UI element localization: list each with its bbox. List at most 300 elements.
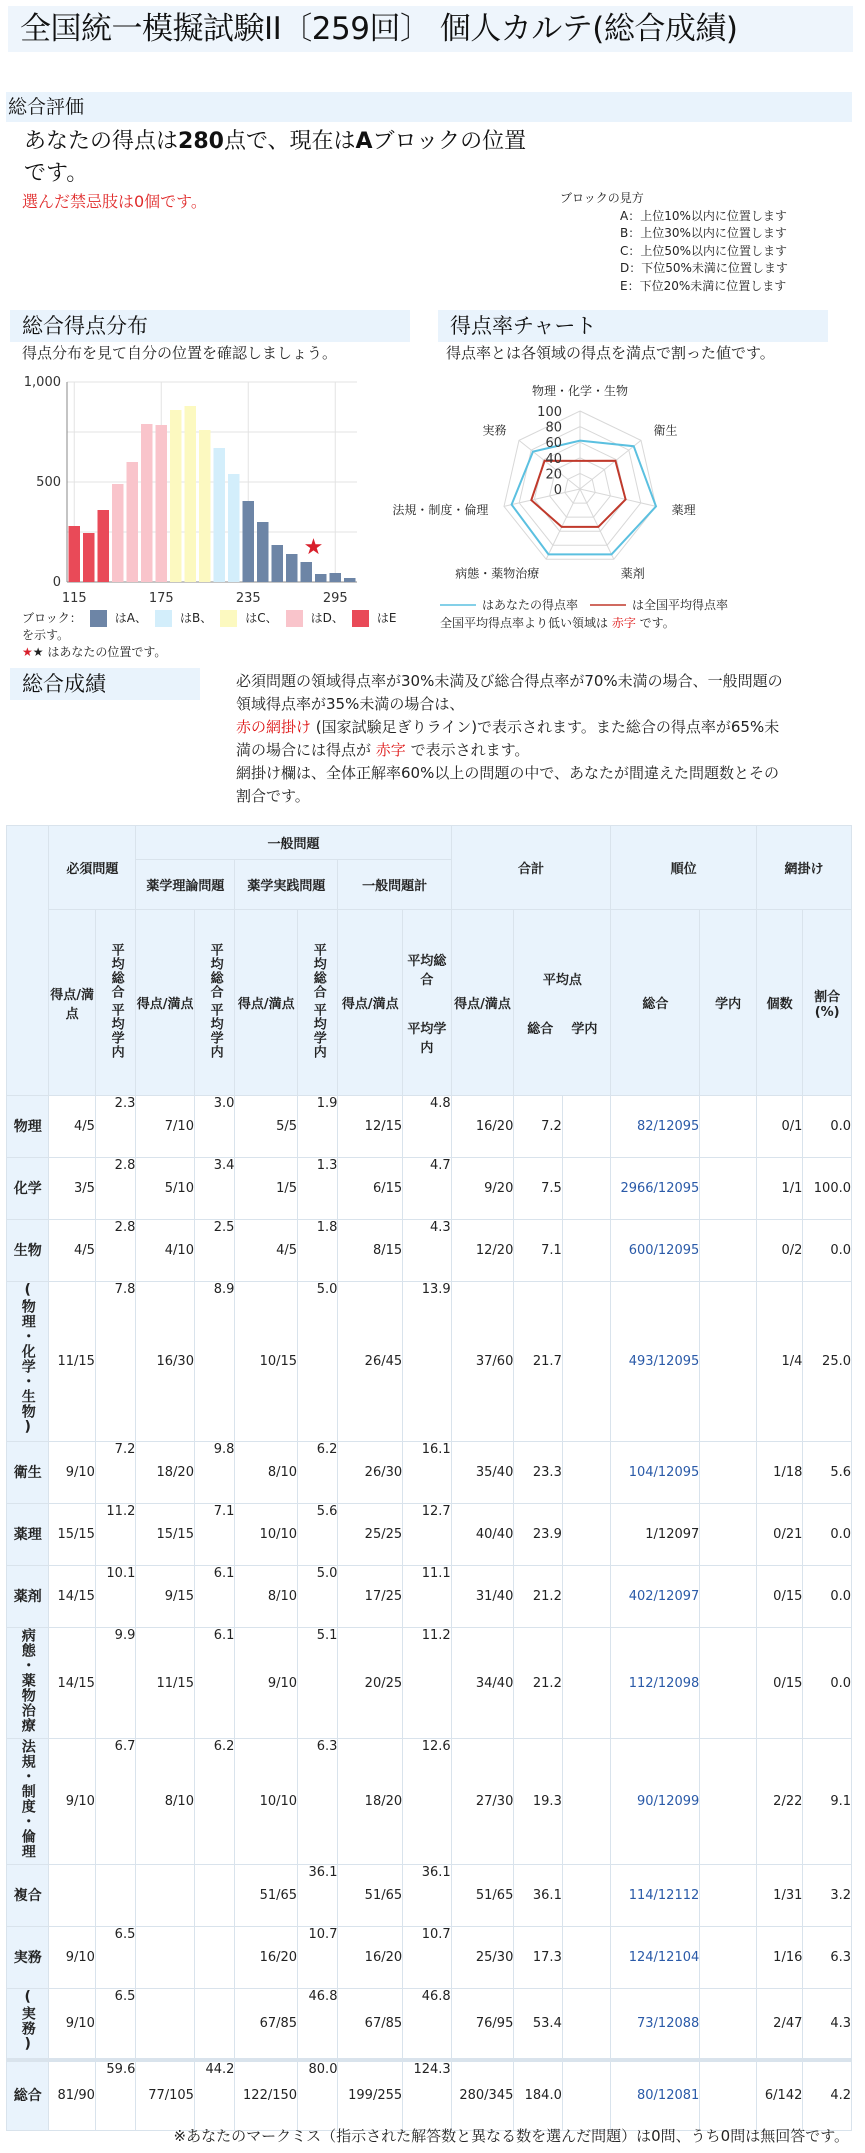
legend-suffix: を示す。 bbox=[22, 628, 70, 642]
cell-ha: 7.8 bbox=[95, 1282, 135, 1442]
th-hissu: 必須問題 bbox=[49, 826, 136, 910]
cell-ts: 34/40 bbox=[451, 1628, 514, 1739]
x-tick-label: 115 bbox=[61, 591, 87, 606]
table-row bbox=[7, 2060, 852, 2130]
cell-pct: 0.0 bbox=[803, 1628, 852, 1739]
cell-cnt: 2/47 bbox=[756, 1989, 802, 2061]
bar bbox=[170, 410, 182, 582]
cell-rs: 77/105 bbox=[136, 2060, 195, 2130]
cell-hs: 3/5 bbox=[49, 1158, 95, 1220]
cell-empty bbox=[562, 1096, 611, 1158]
cell-gs: 25/25 bbox=[338, 1504, 403, 1566]
cell-pct: 0.0 bbox=[803, 1504, 852, 1566]
th-ippankei-avg: 平均総合 平均学内 bbox=[403, 910, 452, 1096]
cell-ga: 4.8 bbox=[403, 1096, 452, 1158]
th-rank-gakunai: 学内 bbox=[700, 910, 757, 1096]
th-jissen-avg: 平均総合 平均学内 bbox=[298, 910, 338, 1096]
note-line-4b: で表示されます。 bbox=[410, 741, 530, 759]
bar bbox=[257, 522, 269, 582]
bar bbox=[199, 430, 211, 582]
cell-empty bbox=[700, 1282, 757, 1442]
cell-ha: 6.5 bbox=[95, 1989, 135, 2061]
cell-ha: 7.2 bbox=[95, 1442, 135, 1504]
cell-cnt: 0/15 bbox=[756, 1566, 802, 1628]
cell-js: 16/20 bbox=[235, 1927, 298, 1989]
th-gokei-heikin: 平均点 総合 学内 bbox=[514, 910, 611, 1096]
cell-gs: 20/25 bbox=[338, 1628, 403, 1739]
section-summary-title: 総合評価 bbox=[6, 92, 852, 122]
cell-ha: 59.6 bbox=[95, 2060, 135, 2130]
cell-hs: 9/10 bbox=[49, 1739, 95, 1865]
cell-ra: 2.5 bbox=[194, 1220, 234, 1282]
results-title: 総合成績 bbox=[10, 668, 200, 700]
cell-ga: 36.1 bbox=[403, 1865, 452, 1927]
bar bbox=[344, 578, 356, 582]
note-line-5: 網掛け欄は、全体正解率60%以上の問題の中で、あなたが間違えた問題数とその bbox=[236, 764, 780, 782]
legend-label: はA、 bbox=[114, 611, 147, 625]
my-position-star-icon: ★ bbox=[303, 535, 324, 560]
bar bbox=[315, 574, 327, 582]
radar-note-b: です。 bbox=[635, 616, 675, 630]
cell-ra: 6.1 bbox=[194, 1628, 234, 1739]
cell-js: 10/10 bbox=[235, 1739, 298, 1865]
cell-ga: 46.8 bbox=[403, 1989, 452, 2061]
th-amikake: 網掛け bbox=[756, 826, 851, 910]
row-label: 薬剤 bbox=[7, 1566, 49, 1628]
cell-ha: 6.5 bbox=[95, 1927, 135, 1989]
cell-gs: 16/20 bbox=[338, 1927, 403, 1989]
cell-empty bbox=[700, 1504, 757, 1566]
cell-ta: 19.3 bbox=[514, 1739, 563, 1865]
cell-ta: 23.3 bbox=[514, 1442, 563, 1504]
cell-empty bbox=[700, 1096, 757, 1158]
cell-ta: 7.5 bbox=[514, 1158, 563, 1220]
cell-js: 10/10 bbox=[235, 1504, 298, 1566]
row-label: (物理・化学・生物) bbox=[7, 1282, 49, 1442]
cell-rs bbox=[136, 1927, 195, 1989]
cell-ta: 21.2 bbox=[514, 1566, 563, 1628]
y-tick-label: 0 bbox=[52, 575, 61, 590]
block-guide-c: C：上位50%以内に位置します bbox=[620, 243, 788, 258]
cell-ga: 16.1 bbox=[403, 1442, 452, 1504]
bar bbox=[330, 573, 342, 582]
cell-ra: 7.1 bbox=[194, 1504, 234, 1566]
radar-axis-label: 物理・化学・生物 bbox=[531, 384, 629, 398]
bar bbox=[69, 526, 81, 582]
cell-ja: 6.2 bbox=[298, 1442, 338, 1504]
row-label: 総合 bbox=[7, 2060, 49, 2130]
cell-ga: 4.7 bbox=[403, 1158, 452, 1220]
star-icon: ★ bbox=[22, 645, 33, 659]
cell-rank: 73/12088 bbox=[611, 1989, 700, 2061]
cell-rank: 1/12097 bbox=[611, 1504, 700, 1566]
cell-ja: 5.0 bbox=[298, 1566, 338, 1628]
legend-swatch bbox=[286, 610, 303, 627]
radar-legend-note bbox=[440, 615, 675, 630]
cell-js: 4/5 bbox=[235, 1220, 298, 1282]
cell-ta: 36.1 bbox=[514, 1865, 563, 1927]
dist-legend bbox=[22, 610, 396, 661]
cell-js: 67/85 bbox=[235, 1989, 298, 2061]
cell-ja: 1.9 bbox=[298, 1096, 338, 1158]
cell-empty bbox=[700, 1158, 757, 1220]
cell-rank: 402/12097 bbox=[611, 1566, 700, 1628]
cell-gs: 12/15 bbox=[338, 1096, 403, 1158]
note-line-2: 領域得点率が35%未満の場合は、 bbox=[236, 695, 465, 713]
table-row bbox=[7, 1989, 852, 2061]
cell-hs: 81/90 bbox=[49, 2060, 95, 2130]
th-gokei-score: 得点/満点 bbox=[451, 910, 514, 1096]
legend-prefix: ブロック： bbox=[22, 611, 82, 625]
score-rate-radar-chart bbox=[392, 372, 840, 632]
cell-empty bbox=[700, 1865, 757, 1927]
radar-tick-label: 100 bbox=[537, 405, 562, 420]
th-ippankei: 一般問題計 bbox=[338, 860, 451, 910]
cell-ja: 46.8 bbox=[298, 1989, 338, 2061]
radar-desc: 得点率とは各領域の得点を満点で割った値です。 bbox=[446, 344, 775, 362]
table-row bbox=[7, 1504, 852, 1566]
y-tick-label: 500 bbox=[36, 475, 61, 490]
table-row bbox=[7, 1282, 852, 1442]
radar-note-red: 赤字 bbox=[611, 616, 636, 630]
cell-pct: 3.2 bbox=[803, 1865, 852, 1927]
cell-empty bbox=[562, 1927, 611, 1989]
cell-ja: 36.1 bbox=[298, 1865, 338, 1927]
cell-ja: 1.8 bbox=[298, 1220, 338, 1282]
cell-ha: 2.8 bbox=[95, 1158, 135, 1220]
cell-ga: 10.7 bbox=[403, 1927, 452, 1989]
cell-rs bbox=[136, 1989, 195, 2061]
cell-hs: 14/15 bbox=[49, 1566, 95, 1628]
th-ippankei-score: 得点/満点 bbox=[338, 910, 403, 1096]
table-row bbox=[7, 1158, 852, 1220]
cell-cnt: 2/22 bbox=[756, 1739, 802, 1865]
cell-empty bbox=[562, 1739, 611, 1865]
th-juni: 順位 bbox=[611, 826, 757, 910]
results-table bbox=[6, 825, 852, 2131]
radar-spoke bbox=[546, 489, 580, 559]
score-text-b: 点で、現在は bbox=[223, 129, 356, 154]
cell-hs: 9/10 bbox=[49, 1442, 95, 1504]
bar bbox=[286, 554, 298, 582]
th-gokei: 合計 bbox=[451, 826, 611, 910]
block-guide-title: ブロックの見方 bbox=[560, 191, 644, 205]
cell-pct: 9.1 bbox=[803, 1739, 852, 1865]
cell-ja: 5.6 bbox=[298, 1504, 338, 1566]
cell-hs: 9/10 bbox=[49, 1927, 95, 1989]
cell-ha: 6.7 bbox=[95, 1739, 135, 1865]
cell-ts: 31/40 bbox=[451, 1566, 514, 1628]
cell-js: 9/10 bbox=[235, 1628, 298, 1739]
dist-title: 総合得点分布 bbox=[10, 310, 410, 342]
cell-pct: 6.3 bbox=[803, 1927, 852, 1989]
footer-note: ※あなたのマークミス（指示された解答数と異なる数を選んだ問題）は0問、うち0問は無回答です。 bbox=[173, 2127, 849, 2145]
cell-ra bbox=[194, 1927, 234, 1989]
cell-ha: 10.1 bbox=[95, 1566, 135, 1628]
cell-hs: 11/15 bbox=[49, 1282, 95, 1442]
bar bbox=[112, 484, 124, 582]
cell-ra bbox=[194, 1989, 234, 2061]
block-guide-b: B：上位30%以内に位置します bbox=[620, 226, 787, 240]
th-corner bbox=[7, 826, 49, 1096]
cell-empty bbox=[700, 1989, 757, 2061]
cell-gs: 8/15 bbox=[338, 1220, 403, 1282]
results-note bbox=[236, 670, 846, 808]
th-amikake-pct: 割合(%) bbox=[803, 910, 852, 1096]
y-tick-label: 1,000 bbox=[23, 375, 61, 390]
radar-spoke bbox=[580, 489, 614, 559]
cell-rs: 5/10 bbox=[136, 1158, 195, 1220]
score-text-c: ブロックの位置 bbox=[372, 129, 527, 154]
note-line-6: 割合です。 bbox=[236, 787, 310, 805]
cell-ra: 9.8 bbox=[194, 1442, 234, 1504]
cell-ja: 1.3 bbox=[298, 1158, 338, 1220]
cell-ra: 6.1 bbox=[194, 1566, 234, 1628]
cell-cnt: 1/18 bbox=[756, 1442, 802, 1504]
cell-ra: 44.2 bbox=[194, 2060, 234, 2130]
bar bbox=[141, 424, 153, 582]
row-label: 複合 bbox=[7, 1865, 49, 1927]
legend-label: はB、 bbox=[179, 611, 213, 625]
legend-swatch bbox=[155, 610, 172, 627]
block-guide-e: E：下位20%未満に位置します bbox=[620, 278, 787, 293]
cell-gs: 17/25 bbox=[338, 1566, 403, 1628]
cell-hs: 4/5 bbox=[49, 1096, 95, 1158]
cell-rs: 16/30 bbox=[136, 1282, 195, 1442]
bar bbox=[83, 533, 95, 582]
cell-empty bbox=[562, 1158, 611, 1220]
radar-axis-label: 薬剤 bbox=[620, 566, 645, 581]
cell-ga: 12.6 bbox=[403, 1739, 452, 1865]
cell-js: 122/150 bbox=[235, 2060, 298, 2130]
cell-rs: 4/10 bbox=[136, 1220, 195, 1282]
block-guide-d: D：下位50%未満に位置します bbox=[620, 261, 788, 275]
cell-ta: 17.3 bbox=[514, 1927, 563, 1989]
radar-axis-label: 病態・薬物治療 bbox=[455, 566, 540, 581]
radar-note-a: 全国平均得点率より低い領域は bbox=[440, 616, 612, 630]
radar-tick-label: 40 bbox=[545, 451, 562, 467]
radar-title: 得点率チャート bbox=[438, 310, 828, 342]
cell-empty bbox=[700, 1220, 757, 1282]
cell-pct: 4.3 bbox=[803, 1989, 852, 2061]
cell-cnt: 0/2 bbox=[756, 1220, 802, 1282]
cell-empty bbox=[562, 1504, 611, 1566]
kinki-warning: 選んだ禁忌肢は0個です。 bbox=[22, 192, 207, 211]
block-guide-a: A：上位10%以内に位置します bbox=[620, 208, 787, 223]
cell-js: 10/15 bbox=[235, 1282, 298, 1442]
cell-ha bbox=[95, 1865, 135, 1927]
cell-cnt: 1/4 bbox=[756, 1282, 802, 1442]
th-hissu-avg: 平均総合 平均学内 bbox=[95, 910, 135, 1096]
th-hissu-score: 得点/満点 bbox=[49, 910, 95, 1096]
cell-rs: 8/10 bbox=[136, 1739, 195, 1865]
cell-ts: 280/345 bbox=[451, 2060, 514, 2130]
cell-hs: 9/10 bbox=[49, 1989, 95, 2061]
cell-cnt: 6/142 bbox=[756, 2060, 802, 2130]
score-sentence-end: です。 bbox=[24, 161, 89, 186]
cell-ra: 3.0 bbox=[194, 1096, 234, 1158]
th-riron-score: 得点/満点 bbox=[136, 910, 195, 1096]
cell-hs: 4/5 bbox=[49, 1220, 95, 1282]
note-red-text-2: 赤字 bbox=[375, 741, 406, 759]
cell-ts: 25/30 bbox=[451, 1927, 514, 1989]
legend-swatch bbox=[352, 610, 369, 627]
cell-pct: 4.2 bbox=[803, 2060, 852, 2130]
cell-pct: 5.6 bbox=[803, 1442, 852, 1504]
cell-ra: 6.2 bbox=[194, 1739, 234, 1865]
cell-ts: 51/65 bbox=[451, 1865, 514, 1927]
row-label: 物理 bbox=[7, 1096, 49, 1158]
cell-pct: 0.0 bbox=[803, 1096, 852, 1158]
radar-tick-label: 0 bbox=[553, 483, 562, 498]
cell-rs: 18/20 bbox=[136, 1442, 195, 1504]
cell-ha: 11.2 bbox=[95, 1504, 135, 1566]
cell-rank: 104/12095 bbox=[611, 1442, 700, 1504]
th-rank-sogo: 総合 bbox=[611, 910, 700, 1096]
cell-empty bbox=[562, 1865, 611, 1927]
table-row bbox=[7, 1865, 852, 1927]
cell-empty bbox=[700, 1566, 757, 1628]
legend-star-note: ★ はあなたの位置です。 bbox=[32, 645, 167, 659]
cell-ra: 3.4 bbox=[194, 1158, 234, 1220]
cell-empty bbox=[700, 1739, 757, 1865]
block-value: A bbox=[355, 129, 373, 154]
legend-label: はE bbox=[376, 611, 397, 625]
row-label: 化学 bbox=[7, 1158, 49, 1220]
bar bbox=[127, 462, 139, 582]
row-label: 実務 bbox=[7, 1927, 49, 1989]
cell-cnt: 1/1 bbox=[756, 1158, 802, 1220]
cell-gs: 26/45 bbox=[338, 1282, 403, 1442]
cell-rank: 80/12081 bbox=[611, 2060, 700, 2130]
bar bbox=[228, 474, 240, 582]
legend-label-avg: は全国平均得点率 bbox=[632, 598, 729, 612]
table-row bbox=[7, 1927, 852, 1989]
cell-ga: 4.3 bbox=[403, 1220, 452, 1282]
note-line-1: 必須問題の領域得点率が30%未満及び総合得点率が70%未満の場合、一般問題の bbox=[236, 672, 783, 690]
cell-ta: 21.2 bbox=[514, 1628, 563, 1739]
cell-pct: 0.0 bbox=[803, 1220, 852, 1282]
cell-empty bbox=[562, 1989, 611, 2061]
cell-ja: 6.3 bbox=[298, 1739, 338, 1865]
radar-tick-label: 80 bbox=[545, 420, 562, 436]
radar-axis-label: 衛生 bbox=[653, 423, 678, 438]
cell-ha: 2.3 bbox=[95, 1096, 135, 1158]
row-label: 衛生 bbox=[7, 1442, 49, 1504]
cell-empty bbox=[562, 1282, 611, 1442]
cell-empty bbox=[700, 1927, 757, 1989]
row-label: 法規・制度・倫理 bbox=[7, 1739, 49, 1865]
cell-ja: 5.1 bbox=[298, 1628, 338, 1739]
cell-ts: 35/40 bbox=[451, 1442, 514, 1504]
cell-rank: 90/12099 bbox=[611, 1739, 700, 1865]
cell-js: 51/65 bbox=[235, 1865, 298, 1927]
note-line-4a: 満の場合には得点が bbox=[236, 741, 372, 759]
cell-cnt: 0/1 bbox=[756, 1096, 802, 1158]
cell-empty bbox=[700, 2060, 757, 2130]
x-tick-label: 175 bbox=[148, 591, 174, 606]
cell-empty bbox=[562, 1628, 611, 1739]
page-title: 全国統一模擬試験II〔259回〕 個人カルテ(総合成績) bbox=[8, 6, 853, 52]
cell-ga: 124.3 bbox=[403, 2060, 452, 2130]
cell-pct: 0.0 bbox=[803, 1566, 852, 1628]
cell-cnt: 0/15 bbox=[756, 1628, 802, 1739]
cell-ha: 2.8 bbox=[95, 1220, 135, 1282]
cell-empty bbox=[562, 1566, 611, 1628]
cell-ra bbox=[194, 1865, 234, 1927]
cell-ts: 9/20 bbox=[451, 1158, 514, 1220]
cell-empty bbox=[700, 1628, 757, 1739]
table-row bbox=[7, 1442, 852, 1504]
radar-tick-label: 60 bbox=[545, 436, 562, 452]
legend-label-you: はあなたの得点率 bbox=[482, 598, 579, 612]
radar-axis-label: 薬理 bbox=[671, 502, 696, 517]
cell-gs: 51/65 bbox=[338, 1865, 403, 1927]
table-row bbox=[7, 1628, 852, 1739]
cell-rank: 2966/12095 bbox=[611, 1158, 700, 1220]
cell-ra: 8.9 bbox=[194, 1282, 234, 1442]
cell-js: 8/10 bbox=[235, 1442, 298, 1504]
legend-swatch bbox=[90, 610, 107, 627]
cell-hs: 14/15 bbox=[49, 1628, 95, 1739]
dist-desc: 得点分布を見て自分の位置を確認しましょう。 bbox=[22, 344, 338, 362]
cell-hs: 15/15 bbox=[49, 1504, 95, 1566]
cell-rs: 9/15 bbox=[136, 1566, 195, 1628]
row-label: 病態・薬物治療 bbox=[7, 1628, 49, 1739]
cell-ts: 37/60 bbox=[451, 1282, 514, 1442]
cell-rank: 114/12112 bbox=[611, 1865, 700, 1927]
cell-rs: 7/10 bbox=[136, 1096, 195, 1158]
x-tick-label: 235 bbox=[235, 591, 261, 606]
score-sentence bbox=[24, 126, 526, 158]
cell-ga: 12.7 bbox=[403, 1504, 452, 1566]
table-row bbox=[7, 1739, 852, 1865]
cell-ja: 10.7 bbox=[298, 1927, 338, 1989]
legend-label: はD、 bbox=[310, 611, 344, 625]
cell-ts: 12/20 bbox=[451, 1220, 514, 1282]
cell-ga: 11.1 bbox=[403, 1566, 452, 1628]
cell-ta: 53.4 bbox=[514, 1989, 563, 2061]
cell-rs bbox=[136, 1865, 195, 1927]
cell-js: 8/10 bbox=[235, 1566, 298, 1628]
legend-swatch bbox=[220, 610, 237, 627]
cell-ta: 23.9 bbox=[514, 1504, 563, 1566]
cell-ta: 21.7 bbox=[514, 1282, 563, 1442]
cell-ha: 9.9 bbox=[95, 1628, 135, 1739]
radar-axis-label: 実務 bbox=[482, 423, 507, 438]
cell-rank: 493/12095 bbox=[611, 1282, 700, 1442]
cell-rank: 82/12095 bbox=[611, 1096, 700, 1158]
cell-rank: 124/12104 bbox=[611, 1927, 700, 1989]
cell-gs: 199/255 bbox=[338, 2060, 403, 2130]
bar bbox=[156, 425, 168, 582]
th-riron-avg: 平均総合 平均学内 bbox=[194, 910, 234, 1096]
cell-ja: 5.0 bbox=[298, 1282, 338, 1442]
cell-pct: 100.0 bbox=[803, 1158, 852, 1220]
radar-tick-label: 20 bbox=[545, 467, 562, 483]
score-value: 280 bbox=[178, 129, 224, 154]
table-row bbox=[7, 1096, 852, 1158]
cell-ja: 80.0 bbox=[298, 2060, 338, 2130]
radar-axis-label: 法規・制度・倫理 bbox=[392, 502, 489, 517]
cell-ts: 27/30 bbox=[451, 1739, 514, 1865]
bar bbox=[272, 545, 284, 582]
th-jissen: 薬学実践問題 bbox=[235, 860, 338, 910]
x-tick-label: 295 bbox=[322, 591, 348, 606]
cell-ta: 7.2 bbox=[514, 1096, 563, 1158]
cell-ta: 7.1 bbox=[514, 1220, 563, 1282]
bar bbox=[301, 562, 313, 582]
